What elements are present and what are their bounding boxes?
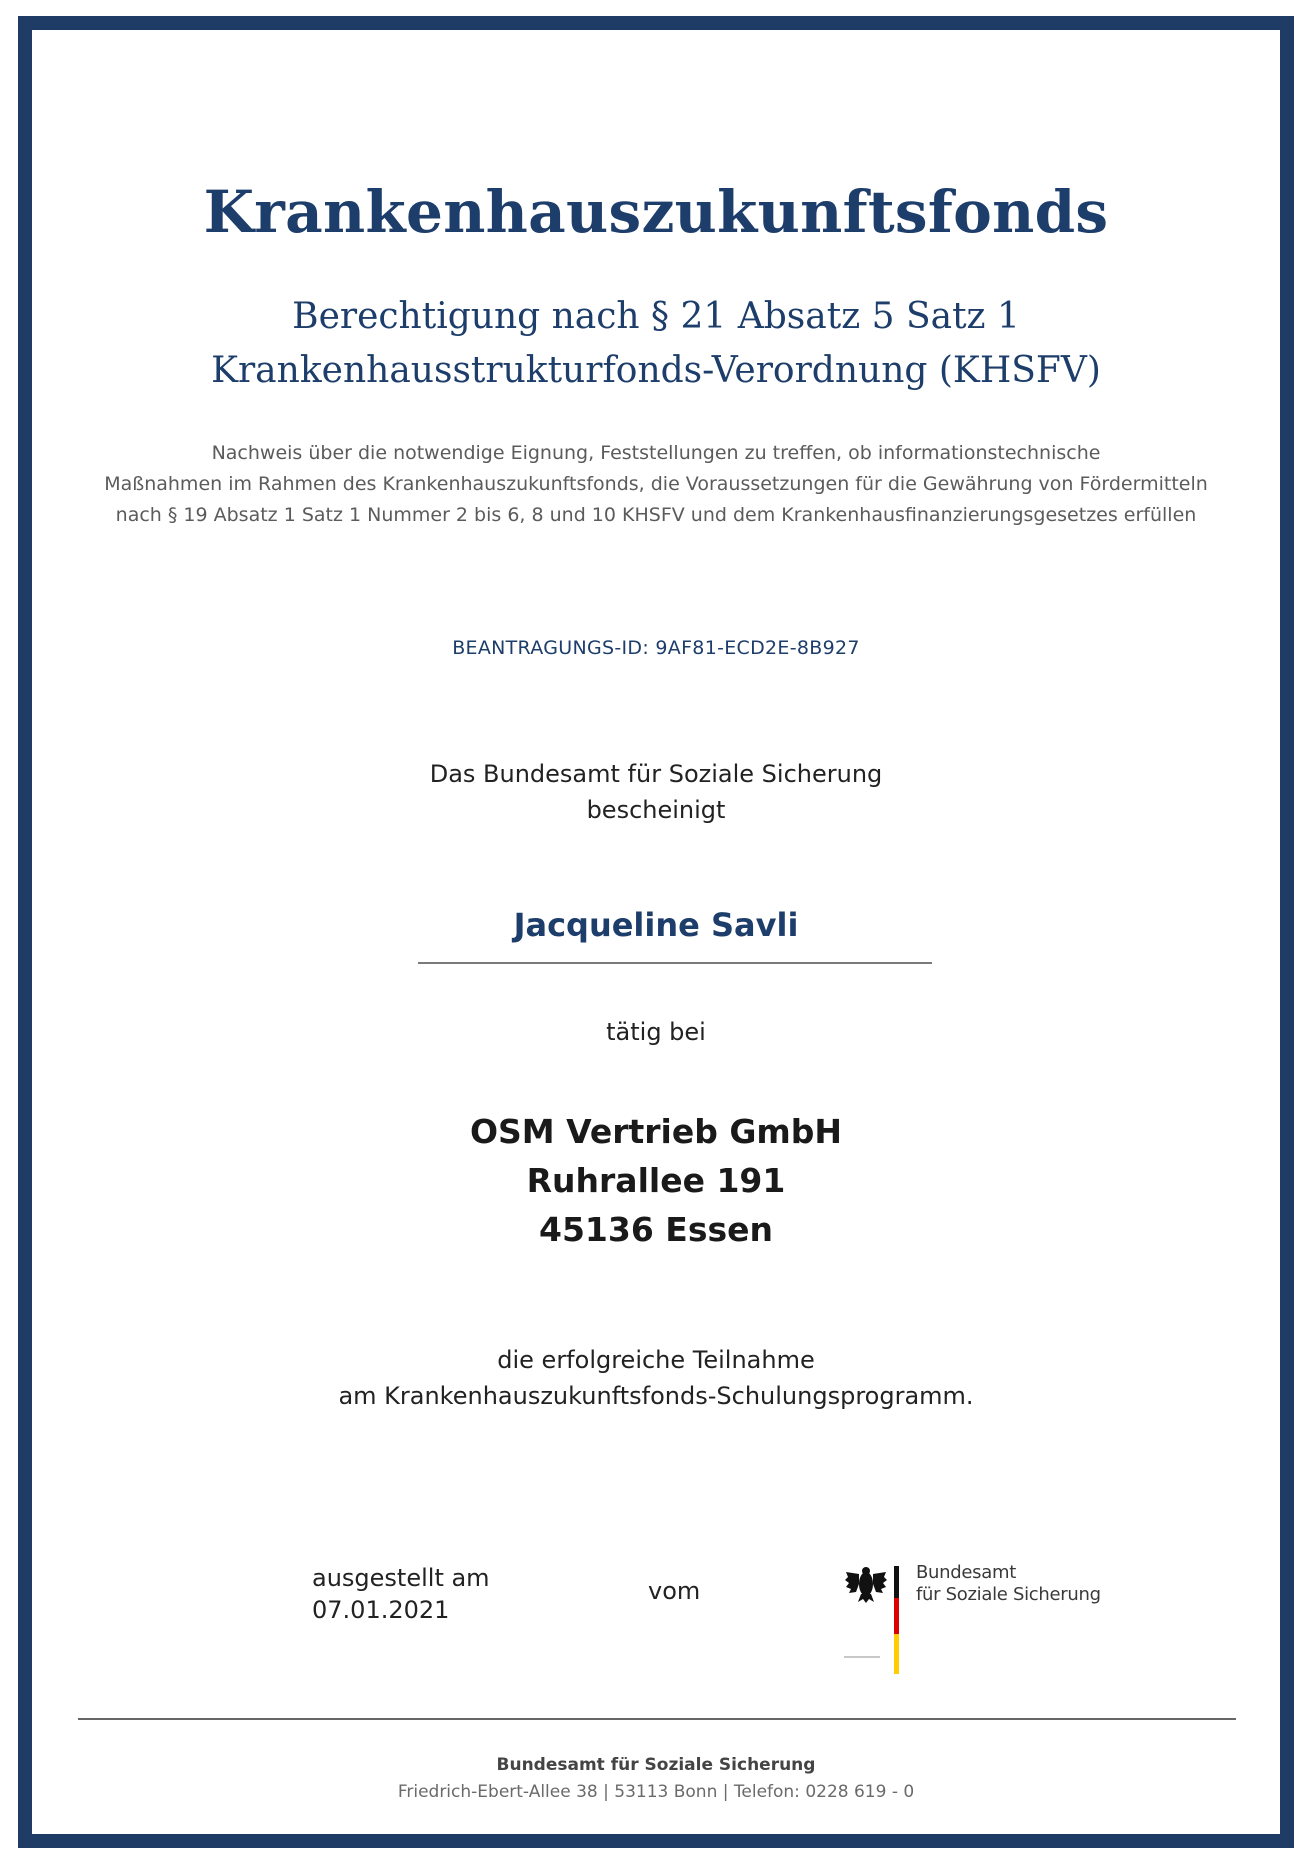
issuer-statement-line-1: Das Bundesamt für Soziale Sicherung (429, 760, 883, 788)
federal-eagle-icon (844, 1562, 904, 1680)
application-id: BEANTRAGUNGS-ID: 9AF81-ECD2E-8B927 (452, 637, 860, 659)
issued-label: ausgestellt am (312, 1564, 490, 1592)
completion-line-1: die erfolgreiche Teilnahme (497, 1346, 815, 1374)
description-line-2: Maßnahmen im Rahmen des Krankenhauszukunftsfonds, die Voraussetzungen für die Gewährung von Fördermitteln (104, 473, 1208, 495)
footer-organization: Bundesamt für Soziale Sicherung (496, 1755, 816, 1775)
issuer-statement-line-2: bescheinigt (586, 796, 726, 824)
bas-logo (844, 1562, 1101, 1680)
certificate-title: Krankenhauszukunftsfonds (203, 178, 1109, 246)
issued-date: 07.01.2021 (312, 1596, 450, 1624)
description-line-1: Nachweis über die notwendige Eignung, Feststellungen zu treffen, ob informationstechnische (211, 442, 1101, 464)
recipient-name: Jacqueline Savli (513, 906, 799, 944)
logo-text-line-1: Bundesamt (916, 1562, 1016, 1583)
company-name: OSM Vertrieb GmbH (469, 1112, 843, 1151)
company-city: 45136 Essen (539, 1210, 773, 1249)
company-street: Ruhrallee 191 (526, 1161, 786, 1200)
footer-divider (78, 1718, 1236, 1720)
name-underline (418, 962, 932, 964)
employer-label: tätig bei (606, 1018, 706, 1046)
footer-address: Friedrich-Ebert-Allee 38 | 53113 Bonn | Telefon: 0228 619 - 0 (397, 1782, 915, 1802)
logo-text-line-2: für Soziale Sicherung (916, 1584, 1101, 1605)
from-label: vom (648, 1577, 701, 1605)
completion-line-2: am Krankenhauszukunftsfonds-Schulungsprogramm. (338, 1382, 974, 1410)
legal-basis-line-1: Berechtigung nach § 21 Absatz 5 Satz 1 (292, 296, 1020, 337)
description-line-3: nach § 19 Absatz 1 Satz 1 Nummer 2 bis 6, 8 und 10 KHSFV und dem Krankenhausfinanzierungsgesetzes erfüllen (115, 504, 1197, 526)
legal-basis-line-2: Krankenhausstrukturfonds-Verordnung (KHSFV) (211, 350, 1101, 391)
